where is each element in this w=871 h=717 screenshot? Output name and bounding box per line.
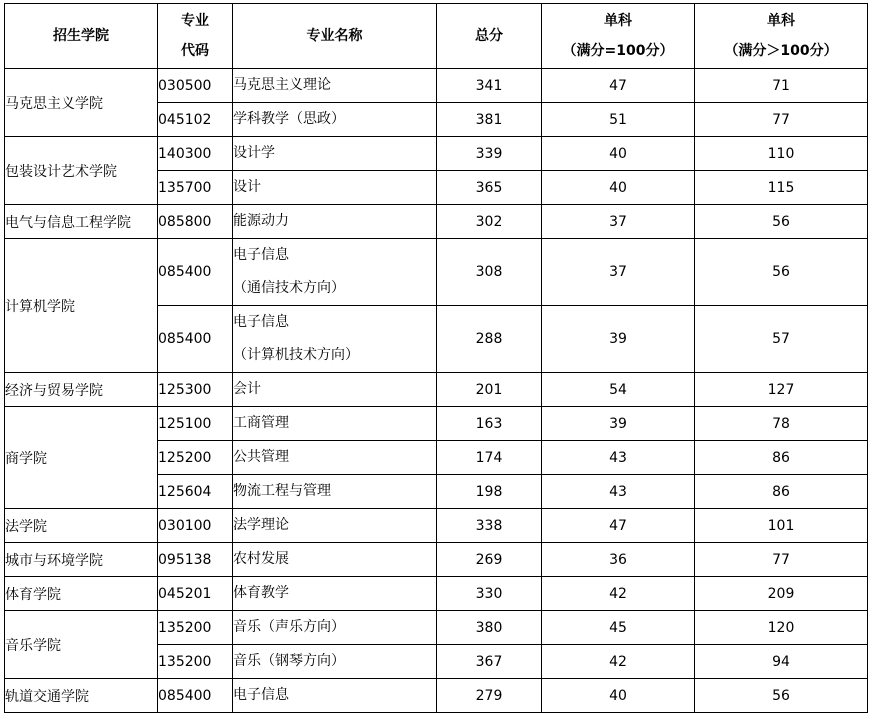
major-name-line: （计算机技术方向） bbox=[233, 347, 359, 363]
major-code-cell: 125300 bbox=[158, 373, 233, 407]
total-score-cell: 174 bbox=[437, 441, 542, 475]
major-name-line: 体育教学 bbox=[233, 585, 289, 601]
major-name-cell bbox=[233, 543, 437, 577]
table-row bbox=[5, 679, 868, 713]
total-score-cell: 201 bbox=[437, 373, 542, 407]
table-row bbox=[5, 69, 868, 103]
major-name-line: 马克思主义理论 bbox=[233, 77, 331, 93]
table-row bbox=[5, 577, 868, 611]
single-100-score-cell: 42 bbox=[542, 645, 695, 679]
header-single-100-line1: 单科 bbox=[604, 13, 632, 29]
single-100-score-cell: 37 bbox=[542, 239, 695, 306]
major-code-cell: 085800 bbox=[158, 205, 233, 239]
header-single-100 bbox=[542, 4, 695, 69]
major-name-line: 能源动力 bbox=[233, 213, 289, 229]
major-code-cell: 045102 bbox=[158, 103, 233, 137]
single-over-100-score-cell: 77 bbox=[695, 543, 868, 577]
major-name-cell bbox=[233, 69, 437, 103]
header-total-label: 总分 bbox=[475, 28, 503, 44]
major-name-line: 学科教学（思政） bbox=[233, 111, 345, 127]
single-over-100-score-cell: 94 bbox=[695, 645, 868, 679]
total-score-cell: 381 bbox=[437, 103, 542, 137]
major-name-cell bbox=[233, 475, 437, 509]
single-over-100-score-cell: 56 bbox=[695, 679, 868, 713]
major-name-cell bbox=[233, 239, 437, 306]
college-cell: 电气与信息工程学院 bbox=[5, 205, 158, 239]
major-name-line: 电子信息 bbox=[233, 247, 289, 263]
table-body bbox=[5, 69, 868, 713]
major-name-cell bbox=[233, 306, 437, 373]
header-college-label: 招生学院 bbox=[53, 28, 109, 44]
single-over-100-score-cell: 127 bbox=[695, 373, 868, 407]
major-code-cell: 135700 bbox=[158, 171, 233, 205]
header-single-over-100 bbox=[695, 4, 868, 69]
major-name-cell bbox=[233, 407, 437, 441]
college-cell: 商学院 bbox=[5, 407, 158, 509]
major-name-cell bbox=[233, 645, 437, 679]
college-cell: 经济与贸易学院 bbox=[5, 373, 158, 407]
major-name-cell bbox=[233, 509, 437, 543]
major-name-cell bbox=[233, 611, 437, 645]
table-row bbox=[5, 205, 868, 239]
table-row bbox=[5, 137, 868, 171]
college-cell: 计算机学院 bbox=[5, 239, 158, 373]
major-name-line: 会计 bbox=[233, 381, 261, 397]
total-score-cell: 269 bbox=[437, 543, 542, 577]
major-name-cell bbox=[233, 205, 437, 239]
single-100-score-cell: 51 bbox=[542, 103, 695, 137]
major-name-line: 物流工程与管理 bbox=[233, 483, 331, 499]
header-single-100-line2: （满分=100分） bbox=[562, 43, 674, 59]
major-name-cell bbox=[233, 103, 437, 137]
single-100-score-cell: 43 bbox=[542, 475, 695, 509]
total-score-cell: 302 bbox=[437, 205, 542, 239]
major-code-cell: 085400 bbox=[158, 306, 233, 373]
single-100-score-cell: 40 bbox=[542, 679, 695, 713]
single-100-score-cell: 39 bbox=[542, 407, 695, 441]
score-table bbox=[4, 3, 868, 713]
single-over-100-score-cell: 115 bbox=[695, 171, 868, 205]
single-over-100-score-cell: 56 bbox=[695, 239, 868, 306]
major-code-cell: 085400 bbox=[158, 239, 233, 306]
single-100-score-cell: 45 bbox=[542, 611, 695, 645]
single-100-score-cell: 42 bbox=[542, 577, 695, 611]
total-score-cell: 308 bbox=[437, 239, 542, 306]
single-over-100-score-cell: 209 bbox=[695, 577, 868, 611]
header-code bbox=[158, 4, 233, 69]
total-score-cell: 339 bbox=[437, 137, 542, 171]
major-name-line: 公共管理 bbox=[233, 449, 289, 465]
table-row bbox=[5, 611, 868, 645]
total-score-cell: 365 bbox=[437, 171, 542, 205]
single-over-100-score-cell: 56 bbox=[695, 205, 868, 239]
major-name-cell bbox=[233, 137, 437, 171]
college-cell: 音乐学院 bbox=[5, 611, 158, 679]
major-name-line: （通信技术方向） bbox=[233, 280, 345, 296]
single-100-score-cell: 47 bbox=[542, 69, 695, 103]
major-code-cell: 125100 bbox=[158, 407, 233, 441]
table-row bbox=[5, 543, 868, 577]
total-score-cell: 163 bbox=[437, 407, 542, 441]
header-single-over-100-line2: （满分＞100分） bbox=[724, 43, 838, 59]
major-name-line: 农村发展 bbox=[233, 551, 289, 567]
single-100-score-cell: 37 bbox=[542, 205, 695, 239]
major-name-cell bbox=[233, 679, 437, 713]
single-over-100-score-cell: 71 bbox=[695, 69, 868, 103]
college-cell: 轨道交通学院 bbox=[5, 679, 158, 713]
total-score-cell: 338 bbox=[437, 509, 542, 543]
major-code-cell: 140300 bbox=[158, 137, 233, 171]
single-100-score-cell: 40 bbox=[542, 171, 695, 205]
single-over-100-score-cell: 57 bbox=[695, 306, 868, 373]
single-over-100-score-cell: 78 bbox=[695, 407, 868, 441]
total-score-cell: 198 bbox=[437, 475, 542, 509]
major-code-cell: 135200 bbox=[158, 611, 233, 645]
header-name-label: 专业名称 bbox=[306, 28, 363, 44]
single-over-100-score-cell: 77 bbox=[695, 103, 868, 137]
total-score-cell: 288 bbox=[437, 306, 542, 373]
major-code-cell: 135200 bbox=[158, 645, 233, 679]
major-code-cell: 125604 bbox=[158, 475, 233, 509]
header-college bbox=[5, 4, 158, 69]
single-100-score-cell: 39 bbox=[542, 306, 695, 373]
major-code-cell: 030500 bbox=[158, 69, 233, 103]
college-cell: 体育学院 bbox=[5, 577, 158, 611]
major-name-line: 工商管理 bbox=[233, 415, 289, 431]
total-score-cell: 279 bbox=[437, 679, 542, 713]
major-name-line: 音乐（声乐方向） bbox=[233, 619, 345, 635]
total-score-cell: 330 bbox=[437, 577, 542, 611]
header-code-line2: 代码 bbox=[181, 43, 209, 59]
header-row bbox=[5, 4, 868, 69]
total-score-cell: 367 bbox=[437, 645, 542, 679]
table-row bbox=[5, 509, 868, 543]
header-code-line1: 专业 bbox=[181, 13, 209, 29]
single-over-100-score-cell: 110 bbox=[695, 137, 868, 171]
major-name-line: 法学理论 bbox=[233, 517, 289, 533]
major-code-cell: 125200 bbox=[158, 441, 233, 475]
major-name-line: 音乐（钢琴方向） bbox=[233, 653, 345, 669]
header-single-over-100-line1: 单科 bbox=[767, 13, 795, 29]
major-code-cell: 045201 bbox=[158, 577, 233, 611]
table-row bbox=[5, 239, 868, 306]
single-over-100-score-cell: 101 bbox=[695, 509, 868, 543]
table-row bbox=[5, 373, 868, 407]
single-100-score-cell: 36 bbox=[542, 543, 695, 577]
single-over-100-score-cell: 86 bbox=[695, 441, 868, 475]
college-cell: 包装设计艺术学院 bbox=[5, 137, 158, 205]
single-100-score-cell: 47 bbox=[542, 509, 695, 543]
header-name bbox=[233, 4, 437, 69]
college-cell: 城市与环境学院 bbox=[5, 543, 158, 577]
college-cell: 马克思主义学院 bbox=[5, 69, 158, 137]
major-name-line: 设计 bbox=[233, 179, 261, 195]
major-name-line: 电子信息 bbox=[233, 314, 289, 330]
single-over-100-score-cell: 120 bbox=[695, 611, 868, 645]
major-name-cell bbox=[233, 373, 437, 407]
single-100-score-cell: 43 bbox=[542, 441, 695, 475]
major-name-line: 电子信息 bbox=[233, 687, 289, 703]
total-score-cell: 380 bbox=[437, 611, 542, 645]
major-name-cell bbox=[233, 577, 437, 611]
major-code-cell: 085400 bbox=[158, 679, 233, 713]
table-row bbox=[5, 407, 868, 441]
major-name-cell bbox=[233, 171, 437, 205]
total-score-cell: 341 bbox=[437, 69, 542, 103]
major-name-cell bbox=[233, 441, 437, 475]
single-100-score-cell: 40 bbox=[542, 137, 695, 171]
header-total bbox=[437, 4, 542, 69]
single-over-100-score-cell: 86 bbox=[695, 475, 868, 509]
single-100-score-cell: 54 bbox=[542, 373, 695, 407]
major-code-cell: 030100 bbox=[158, 509, 233, 543]
major-code-cell: 095138 bbox=[158, 543, 233, 577]
college-cell: 法学院 bbox=[5, 509, 158, 543]
major-name-line: 设计学 bbox=[233, 145, 275, 161]
